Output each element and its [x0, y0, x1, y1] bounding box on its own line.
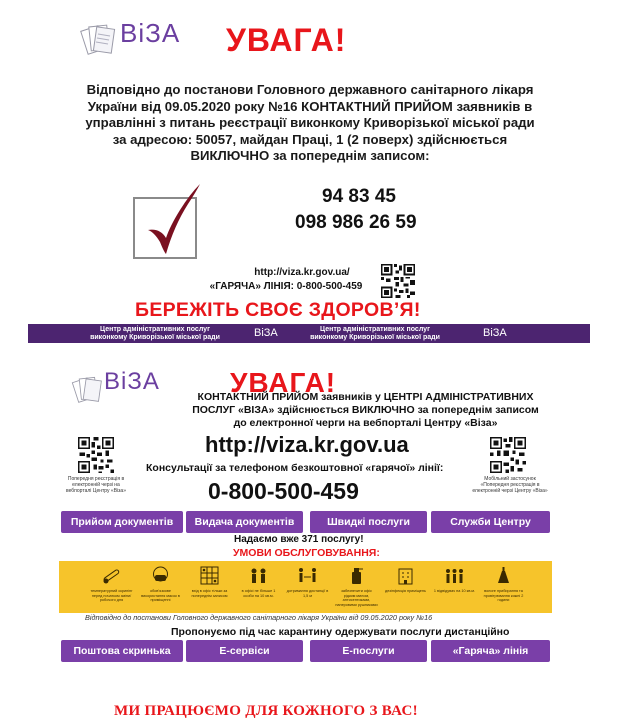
e-posluhy-button[interactable]: Е-послуги: [310, 640, 427, 662]
condition-item: вхід в офіс тільки за попереднім записом: [188, 561, 231, 613]
condition-item: в офісі не більше 1 особи на 10 кв.м.: [237, 561, 280, 613]
banner-logo: ВіЗА: [254, 327, 278, 339]
services-count: Надаємо вже 371 послугу!: [234, 534, 364, 545]
qr-code-icon[interactable]: [78, 437, 114, 473]
notice-line: за адресою: 50057, майдан Праці, 1 (2 поверх) здійснюється: [112, 131, 508, 147]
notice-line: ВИКЛЮЧНО за попереднім записом:: [190, 148, 430, 163]
issue-documents-button[interactable]: Видача документів: [186, 511, 303, 533]
cleaning-icon: [493, 565, 514, 586]
footer-banner: [28, 324, 590, 343]
documents-icon: [70, 372, 106, 410]
viza-logo-bottom: [70, 368, 170, 414]
decree-note: Відповідно до постанови Головного державного санітарного лікаря України від 09.05.2020 року №16: [85, 613, 433, 622]
building-icon: [395, 565, 416, 586]
health-slogan: БЕРЕЖІТЬ СВОЄ ЗДОРОВ’Я!: [135, 299, 421, 321]
page-title: УВАГА!: [226, 22, 347, 58]
mailbox-button[interactable]: Поштова скринька: [61, 640, 183, 662]
contact-line: до електронної черги на вебпорталі Центру «Віза»: [233, 417, 498, 429]
spacing-icon: [297, 565, 318, 586]
hotline-phone[interactable]: 0-800-500-459: [208, 478, 359, 504]
receive-documents-button[interactable]: Прийом документів: [61, 511, 183, 533]
closing-slogan: МИ ПРАЦЮЄМО ДЛЯ КОЖНОГО З ВАС!: [114, 703, 418, 719]
hotline-text-top: «ГАРЯЧА» ЛІНІЯ: 0-800-500-459: [209, 281, 363, 292]
qr-caption-right: Мобільний застосунок «Попередня реєстрація в електронній черзі Центру «Віза»: [472, 476, 548, 494]
documents-icon: [78, 20, 120, 62]
remote-services-text: Пропонуємо під час карантину одержувати послуги дистанційно: [171, 626, 510, 638]
notice-line: Відповідно до постанови Головного державного санітарного лікаря: [86, 82, 534, 97]
condition-item: забезпечити офіс рідким милом, антисептиками, паперовими рушниками: [335, 561, 378, 613]
condition-item: 1 відвідувач на 10 кв.м.: [433, 561, 476, 613]
hotline-button[interactable]: «Гаряча» лінія: [431, 640, 550, 662]
banner-caption: Центр адміністративних послуг виконкому Криворізької міської ради: [310, 326, 440, 341]
checkmark-icon: [140, 180, 210, 258]
website-link[interactable]: http://viza.kr.gov.ua: [205, 432, 409, 457]
contact-paragraph: [168, 391, 563, 430]
condition-item: дезінфекція приміщень: [384, 561, 427, 613]
grid-icon: [199, 565, 220, 586]
notice-paragraph: [40, 82, 580, 165]
banner-caption: Центр адміністративних послуг виконкому Криворізької міської ради: [90, 326, 220, 341]
condition-item: температурний скринінг перед початком зміни/ робочого дня: [90, 561, 133, 613]
contact-line: КОНТАКТНИЙ ПРИЙОМ заявників у ЦЕНТРІ АДМІНІСТРАТИВНИХ: [197, 391, 534, 403]
logo-text: ВіЗА: [104, 368, 160, 395]
contact-line: ПОСЛУГ «ВІЗА» здійснюється ВИКЛЮЧНО за попереднім записом: [192, 404, 539, 416]
website-link-top[interactable]: http://viza.kr.gov.ua/: [254, 267, 350, 278]
conditions-title: УМОВИ ОБСЛУГОВУВАННЯ:: [233, 547, 380, 559]
qr-code-icon[interactable]: [381, 264, 415, 298]
banner-logo: ВіЗА: [483, 327, 507, 339]
people-icon: [444, 565, 465, 586]
condition-item: дотримання дистанції в 1,5 м: [286, 561, 329, 613]
thermometer-icon: [101, 565, 122, 586]
phone-number-1[interactable]: 94 83 45: [322, 186, 396, 207]
condition-item: обов’язкове використання масок в приміщенні: [139, 561, 182, 613]
notice-line: управлінні з питань реєстрації виконкому Криворізької міської ради: [85, 115, 535, 130]
e-services-button[interactable]: Е-сервіси: [186, 640, 303, 662]
qr-code-icon[interactable]: [490, 437, 526, 473]
mask-icon: [150, 565, 171, 586]
sanitizer-icon: [346, 565, 367, 586]
conditions-panel: [59, 561, 552, 613]
phone-number-2[interactable]: 098 986 26 59: [295, 212, 417, 233]
viza-logo-top: [78, 14, 188, 66]
section-title: УВАГА!: [230, 367, 337, 398]
logo-text: ВіЗА: [120, 18, 181, 48]
condition-item: вологе прибирання та провітрювання кожні 2 години: [482, 561, 525, 613]
consult-text: Консультації за телефоном безкоштовної «гарячої» лінії:: [146, 462, 444, 474]
qr-caption-left: Попередня реєстрація в електронній черзі на вебпорталі Центру «Віза»: [65, 476, 126, 494]
center-services-button[interactable]: Служби Центру: [431, 511, 550, 533]
notice-line: України від 09.05.2020 року №16 КОНТАКТНИЙ ПРИЙОМ заявників в: [87, 98, 533, 114]
quick-services-button[interactable]: Швидкі послуги: [310, 511, 427, 533]
distance-icon: [248, 565, 269, 586]
